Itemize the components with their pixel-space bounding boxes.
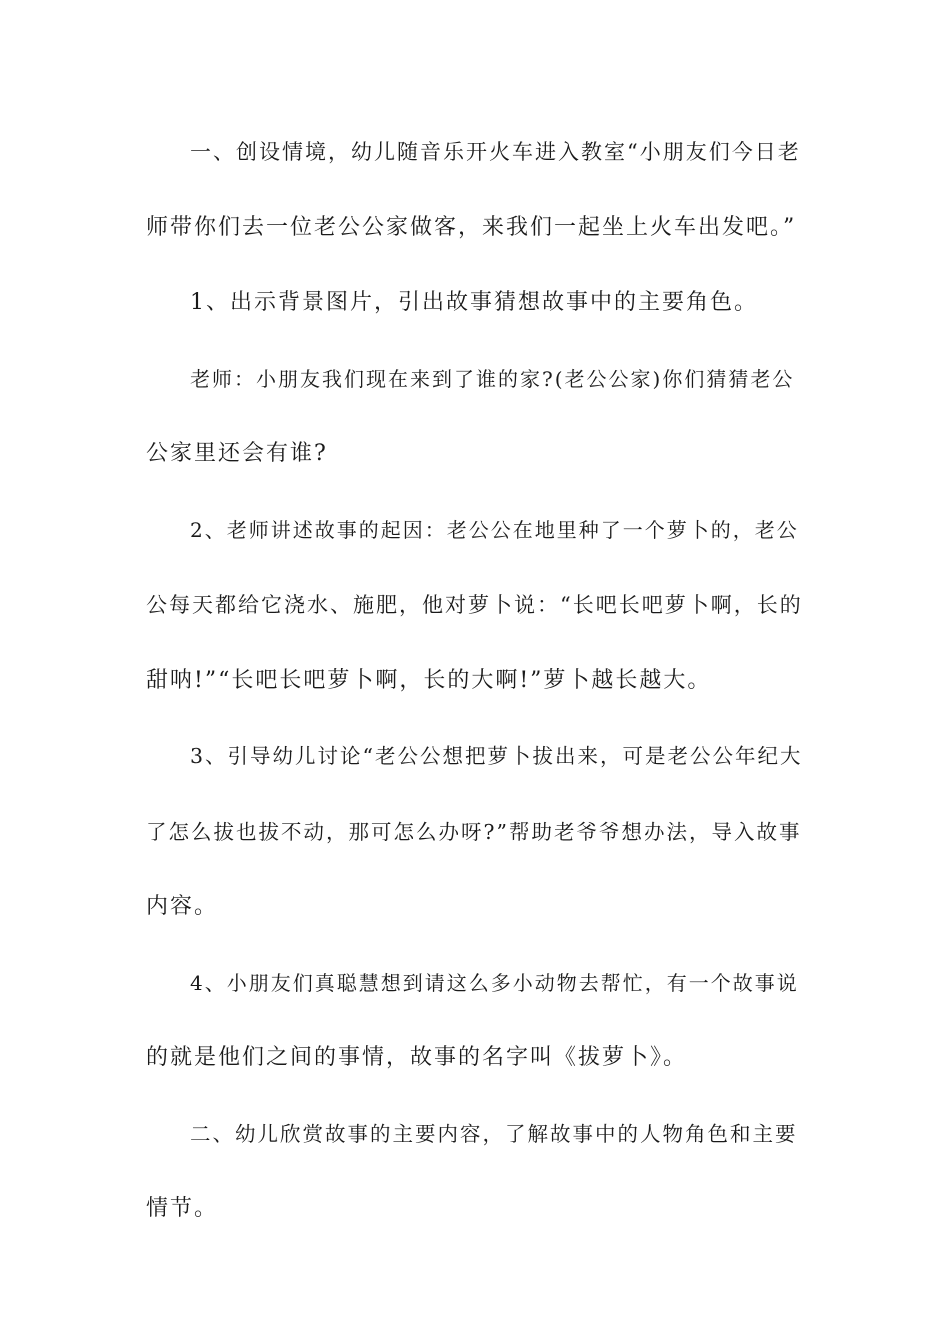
paragraph-5-line-3: 内容。 — [146, 894, 219, 919]
paragraph-6-line-1: 4、小朋友们真聪慧想到请这么多小动物去帮忙，有一个故事说 — [190, 971, 799, 995]
paragraph-3-line-1: 老师：小朋友我们现在来到了谁的家?(老公公家)你们猜猜老公 — [190, 367, 795, 391]
paragraph-4-line-1: 2、老师讲述故事的起因：老公公在地里种了一个萝卜的，老公 — [190, 518, 799, 542]
paragraph-7-line-2: 情节。 — [146, 1196, 219, 1221]
paragraph-6-line-2: 的就是他们之间的事情，故事的名字叫《拔萝卜》。 — [146, 1045, 688, 1070]
paragraph-2-line-1: 1、出示背景图片，引出故事猜想故事中的主要角色。 — [190, 290, 758, 315]
paragraph-1-line-2: 师带你们去一位老公公家做客，来我们一起坐上火车出发吧。” — [146, 215, 797, 240]
paragraph-5-line-2: 了怎么拔也拔不动，那可怎么办呀?”帮助老爷爷想办法，导入故事 — [146, 820, 802, 844]
paragraph-7-line-1: 二、幼儿欣赏故事的主要内容，了解故事中的人物角色和主要 — [190, 1122, 798, 1146]
paragraph-5-line-1: 3、引导幼儿讨论“老公公想把萝卜拔出来，可是老公公年纪大 — [190, 744, 803, 768]
paragraph-4-line-2: 公每天都给它浇水、施肥，他对萝卜说：“长吧长吧萝卜啊，长的 — [146, 593, 803, 617]
paragraph-1-line-1: 一、创设情境，幼儿随音乐开火车进入教室“小朋友们今日老 — [190, 140, 801, 164]
paragraph-4-line-3: 甜呐!”“长吧长吧萝卜啊，长的大啊!”萝卜越长越大。 — [146, 668, 712, 693]
paragraph-3-line-2: 公家里还会有谁? — [146, 441, 328, 466]
